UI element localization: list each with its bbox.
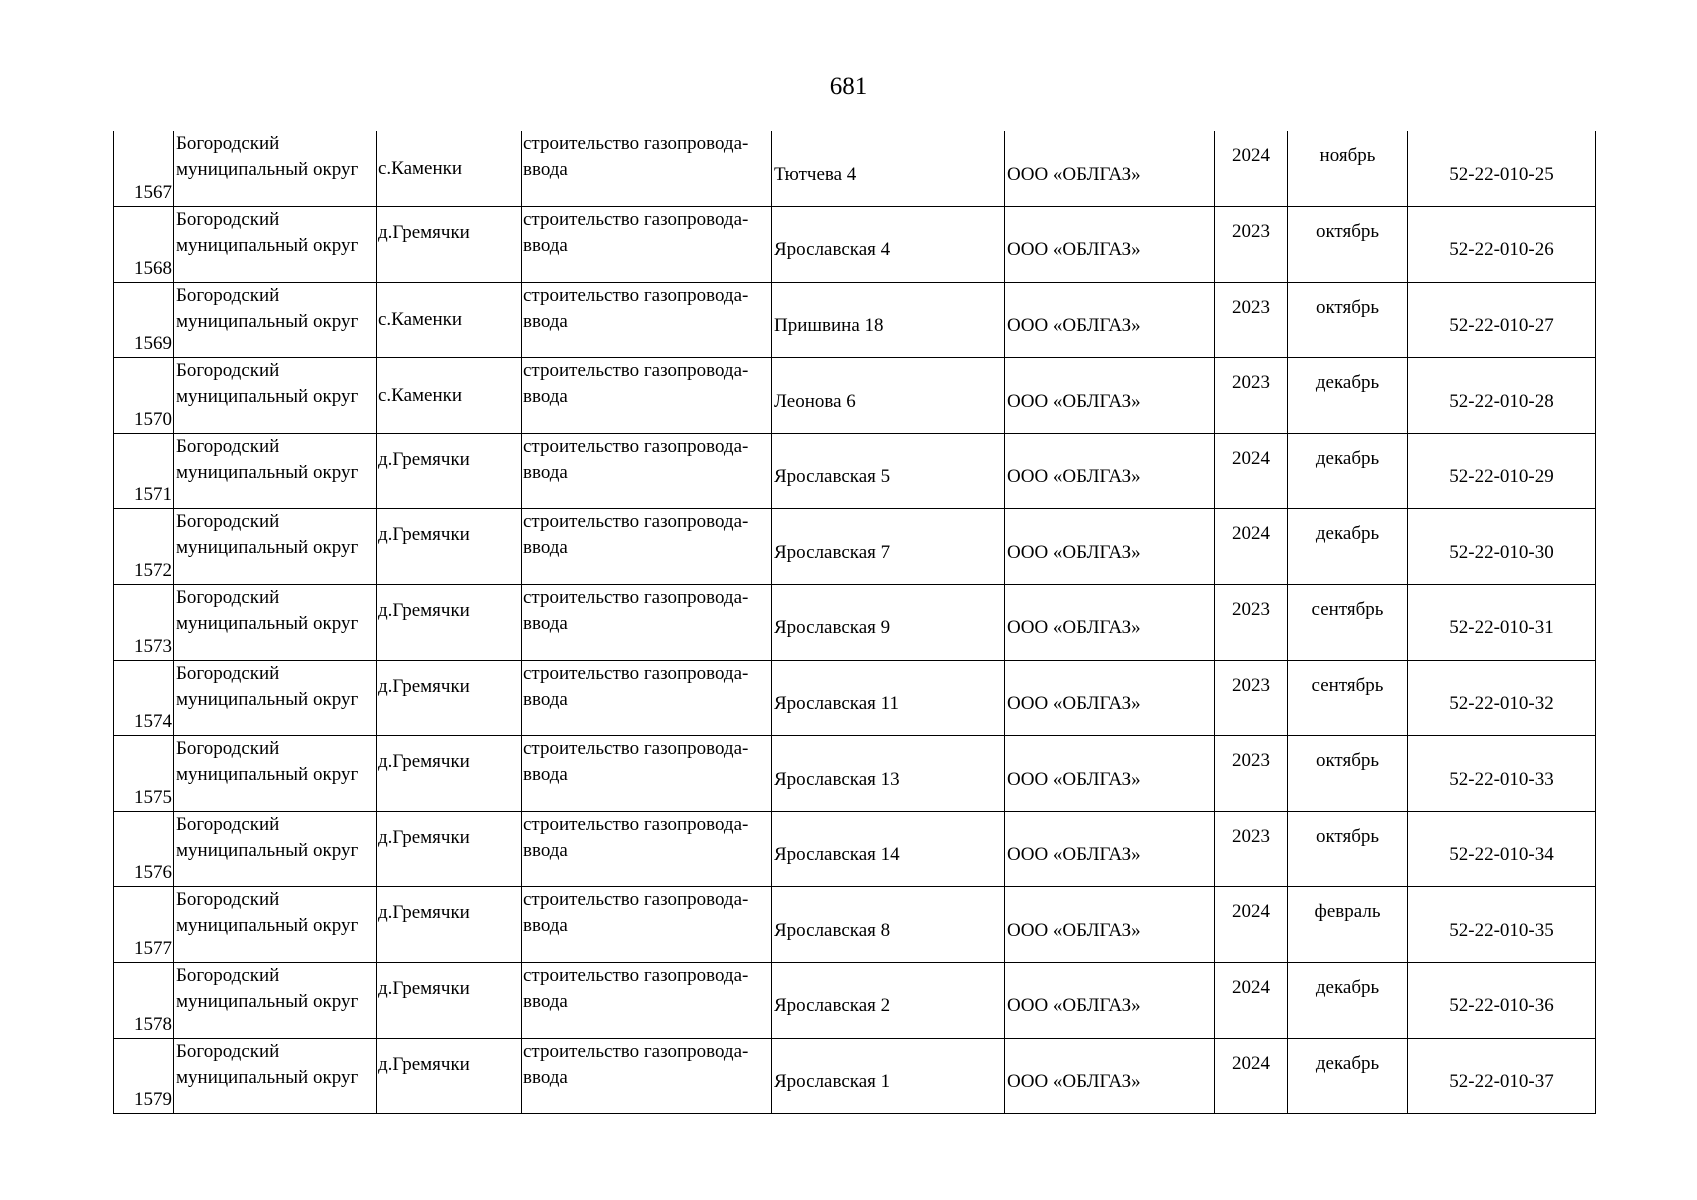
district-line: Богородский <box>176 209 280 231</box>
code-text: 52-22-010-27 <box>1449 314 1554 336</box>
district-cell <box>174 736 377 812</box>
work-type-cell <box>522 1038 772 1114</box>
district-line: муниципальный округ <box>176 386 359 408</box>
code-cell <box>1408 358 1596 434</box>
address-cell <box>772 585 1005 661</box>
address-cell <box>772 736 1005 812</box>
address-text: Ярославская 7 <box>774 541 891 563</box>
address-text: Ярославская 13 <box>774 768 900 790</box>
district-cell <box>174 358 377 434</box>
month-text: октябрь <box>1315 750 1380 772</box>
code-text: 52-22-010-30 <box>1449 541 1554 563</box>
month-cell <box>1288 1038 1408 1114</box>
work-type-line: ввода <box>523 688 568 710</box>
district-line: Богородский <box>176 587 280 609</box>
work-type-line: строительство газопровода- <box>523 360 749 382</box>
work-type-cell <box>522 660 772 736</box>
locality-text: д.Гремячки <box>378 448 470 470</box>
table-row <box>114 282 1596 358</box>
gas-pipeline-registry-table <box>113 131 1596 1114</box>
month-text: сентябрь <box>1311 674 1384 696</box>
district-line: муниципальный округ <box>176 537 359 559</box>
address-text: Ярославская 14 <box>774 844 900 866</box>
year-cell <box>1215 433 1288 509</box>
locality-text: д.Гремячки <box>378 978 470 1000</box>
address-text: Пришвина 18 <box>774 314 884 336</box>
month-cell <box>1288 660 1408 736</box>
table-row <box>114 509 1596 585</box>
year-cell <box>1215 811 1288 887</box>
address-text: Ярославская 4 <box>774 239 891 261</box>
year-text: 2024 <box>1232 977 1270 999</box>
address-text: Ярославская 2 <box>774 995 891 1017</box>
locality-cell <box>377 358 522 434</box>
organization-cell <box>1005 207 1215 283</box>
year-text: 2023 <box>1232 674 1270 696</box>
month-text: декабрь <box>1315 372 1380 394</box>
year-text: 2024 <box>1232 145 1270 166</box>
month-cell <box>1288 887 1408 963</box>
locality-cell <box>377 736 522 812</box>
locality-cell <box>377 585 522 661</box>
district-line: муниципальный округ <box>176 1066 359 1088</box>
month-cell <box>1288 131 1408 207</box>
organization-text: ООО «ОБЛГАЗ» <box>1007 919 1141 941</box>
address-text: Ярославская 8 <box>774 919 891 941</box>
row-number-cell: 1573 <box>114 585 174 661</box>
organization-cell <box>1005 660 1215 736</box>
work-type-line: строительство газопровода- <box>523 133 749 154</box>
organization-cell <box>1005 282 1215 358</box>
locality-cell <box>377 660 522 736</box>
locality-text: д.Гремячки <box>378 600 470 622</box>
address-cell <box>772 887 1005 963</box>
table-row <box>114 131 1596 207</box>
row-number-cell: 1579 <box>114 1038 174 1114</box>
locality-text: д.Гремячки <box>378 675 470 697</box>
code-cell <box>1408 660 1596 736</box>
address-cell <box>772 963 1005 1039</box>
year-text: 2024 <box>1232 1052 1270 1074</box>
organization-cell <box>1005 433 1215 509</box>
work-type-cell <box>522 358 772 434</box>
work-type-line: ввода <box>523 386 568 408</box>
address-text: Ярославская 11 <box>774 692 899 714</box>
organization-cell <box>1005 811 1215 887</box>
month-cell <box>1288 963 1408 1039</box>
locality-cell <box>377 963 522 1039</box>
district-line: Богородский <box>176 133 280 154</box>
organization-text: ООО «ОБЛГАЗ» <box>1007 617 1141 639</box>
year-cell <box>1215 963 1288 1039</box>
locality-text: д.Гремячки <box>378 222 470 244</box>
locality-text: с.Каменки <box>378 384 463 406</box>
address-cell <box>772 358 1005 434</box>
code-text: 52-22-010-32 <box>1449 692 1554 714</box>
district-cell <box>174 433 377 509</box>
district-line: Богородский <box>176 435 280 457</box>
work-type-line: ввода <box>523 991 568 1013</box>
row-number-cell: 1567 <box>114 131 174 207</box>
year-cell <box>1215 887 1288 963</box>
month-text: февраль <box>1314 901 1381 923</box>
work-type-cell <box>522 887 772 963</box>
district-line: муниципальный округ <box>176 310 359 332</box>
code-text: 52-22-010-33 <box>1449 768 1554 790</box>
work-type-line: строительство газопровода- <box>523 1040 749 1062</box>
locality-cell <box>377 811 522 887</box>
work-type-line: ввода <box>523 839 568 861</box>
address-cell <box>772 1038 1005 1114</box>
district-cell <box>174 282 377 358</box>
month-cell <box>1288 358 1408 434</box>
row-number-cell: 1574 <box>114 660 174 736</box>
district-line: Богородский <box>176 738 280 760</box>
table-row <box>114 736 1596 812</box>
work-type-cell <box>522 736 772 812</box>
work-type-line: ввода <box>523 613 568 635</box>
table-row <box>114 585 1596 661</box>
district-cell <box>174 887 377 963</box>
work-type-line: строительство газопровода- <box>523 889 749 911</box>
code-text: 52-22-010-37 <box>1449 1070 1554 1092</box>
year-cell <box>1215 207 1288 283</box>
district-line: муниципальный округ <box>176 461 359 483</box>
work-type-cell <box>522 131 772 207</box>
work-type-line: строительство газопровода- <box>523 511 749 533</box>
locality-text: д.Гремячки <box>378 524 470 546</box>
year-text: 2024 <box>1232 447 1270 469</box>
month-text: декабрь <box>1315 447 1380 469</box>
code-text: 52-22-010-36 <box>1449 995 1554 1017</box>
year-cell <box>1215 131 1288 207</box>
locality-cell <box>377 433 522 509</box>
code-cell <box>1408 585 1596 661</box>
code-text: 52-22-010-26 <box>1449 239 1554 261</box>
year-cell <box>1215 736 1288 812</box>
district-line: муниципальный округ <box>176 613 359 635</box>
organization-text: ООО «ОБЛГАЗ» <box>1007 844 1141 866</box>
locality-text: д.Гремячки <box>378 1053 470 1075</box>
address-text: Ярославская 1 <box>774 1070 891 1092</box>
code-cell <box>1408 811 1596 887</box>
month-cell <box>1288 736 1408 812</box>
page-number: 681 <box>829 73 868 100</box>
district-cell <box>174 207 377 283</box>
year-cell <box>1215 660 1288 736</box>
row-number-cell: 1571 <box>114 433 174 509</box>
organization-cell <box>1005 736 1215 812</box>
month-cell <box>1288 207 1408 283</box>
code-cell <box>1408 736 1596 812</box>
code-cell <box>1408 207 1596 283</box>
organization-cell <box>1005 509 1215 585</box>
table-row <box>114 963 1596 1039</box>
code-cell <box>1408 131 1596 207</box>
year-text: 2023 <box>1232 599 1270 621</box>
work-type-line: строительство газопровода- <box>523 738 749 760</box>
organization-text: ООО «ОБЛГАЗ» <box>1007 692 1141 714</box>
work-type-line: ввода <box>523 461 568 483</box>
organization-text: ООО «ОБЛГАЗ» <box>1007 995 1141 1017</box>
district-line: Богородский <box>176 1040 280 1062</box>
month-cell <box>1288 433 1408 509</box>
organization-cell <box>1005 358 1215 434</box>
row-number-cell: 1568 <box>114 207 174 283</box>
table-row <box>114 207 1596 283</box>
code-text: 52-22-010-28 <box>1449 390 1554 412</box>
locality-text: с.Каменки <box>378 157 463 179</box>
address-text: Ярославская 9 <box>774 617 891 639</box>
organization-text: ООО «ОБЛГАЗ» <box>1007 1070 1141 1092</box>
row-number-cell: 1575 <box>114 736 174 812</box>
district-line: Богородский <box>176 284 280 306</box>
month-cell <box>1288 282 1408 358</box>
organization-text: ООО «ОБЛГАЗ» <box>1007 163 1141 185</box>
code-text: 52-22-010-34 <box>1449 844 1554 866</box>
work-type-cell <box>522 811 772 887</box>
work-type-line: строительство газопровода- <box>523 662 749 684</box>
work-type-line: ввода <box>523 537 568 559</box>
work-type-cell <box>522 585 772 661</box>
month-text: октябрь <box>1315 296 1380 318</box>
work-type-cell <box>522 963 772 1039</box>
year-text: 2024 <box>1232 523 1270 545</box>
row-number-cell: 1576 <box>114 811 174 887</box>
district-line: Богородский <box>176 360 280 382</box>
district-line: муниципальный округ <box>176 991 359 1013</box>
code-text: 52-22-010-29 <box>1449 466 1554 488</box>
district-cell <box>174 1038 377 1114</box>
year-cell <box>1215 358 1288 434</box>
table-row <box>114 811 1596 887</box>
locality-cell <box>377 1038 522 1114</box>
district-line: Богородский <box>176 813 280 835</box>
locality-cell <box>377 282 522 358</box>
district-line: Богородский <box>176 965 280 987</box>
address-text: Тютчева 4 <box>774 163 857 185</box>
organization-cell <box>1005 963 1215 1039</box>
organization-cell <box>1005 131 1215 207</box>
month-text: сентябрь <box>1311 599 1384 621</box>
code-cell <box>1408 282 1596 358</box>
work-type-line: строительство газопровода- <box>523 813 749 835</box>
organization-text: ООО «ОБЛГАЗ» <box>1007 239 1141 261</box>
district-line: Богородский <box>176 889 280 911</box>
year-text: 2023 <box>1232 750 1270 772</box>
year-text: 2023 <box>1232 221 1270 243</box>
month-text: декабрь <box>1315 523 1380 545</box>
table-row <box>114 358 1596 434</box>
code-cell <box>1408 1038 1596 1114</box>
district-cell <box>174 585 377 661</box>
address-cell <box>772 509 1005 585</box>
table-row <box>114 1038 1596 1114</box>
table-body <box>114 131 1596 1114</box>
month-text: декабрь <box>1315 1052 1380 1074</box>
work-type-cell <box>522 282 772 358</box>
locality-text: д.Гремячки <box>378 826 470 848</box>
code-cell <box>1408 963 1596 1039</box>
organization-text: ООО «ОБЛГАЗ» <box>1007 390 1141 412</box>
year-cell <box>1215 509 1288 585</box>
organization-cell <box>1005 1038 1215 1114</box>
work-type-line: строительство газопровода- <box>523 435 749 457</box>
address-text: Ярославская 5 <box>774 466 891 488</box>
district-cell <box>174 509 377 585</box>
district-line: Богородский <box>176 662 280 684</box>
year-text: 2023 <box>1232 372 1270 394</box>
work-type-line: ввода <box>523 1066 568 1088</box>
table-row <box>114 887 1596 963</box>
address-cell <box>772 811 1005 887</box>
district-line: муниципальный округ <box>176 235 359 257</box>
district-cell <box>174 131 377 207</box>
code-text: 52-22-010-31 <box>1449 617 1554 639</box>
work-type-cell <box>522 433 772 509</box>
address-cell <box>772 131 1005 207</box>
code-cell <box>1408 887 1596 963</box>
work-type-line: строительство газопровода- <box>523 209 749 231</box>
month-text: октябрь <box>1315 825 1380 847</box>
address-cell <box>772 207 1005 283</box>
address-cell <box>772 282 1005 358</box>
month-cell <box>1288 585 1408 661</box>
month-text: октябрь <box>1315 221 1380 243</box>
organization-text: ООО «ОБЛГАЗ» <box>1007 541 1141 563</box>
work-type-line: ввода <box>523 915 568 937</box>
code-cell <box>1408 509 1596 585</box>
district-cell <box>174 963 377 1039</box>
row-number-cell: 1570 <box>114 358 174 434</box>
work-type-line: строительство газопровода- <box>523 284 749 306</box>
row-number-cell: 1577 <box>114 887 174 963</box>
locality-cell <box>377 207 522 283</box>
district-cell <box>174 811 377 887</box>
work-type-line: ввода <box>523 159 568 180</box>
organization-text: ООО «ОБЛГАЗ» <box>1007 768 1141 790</box>
locality-cell <box>377 887 522 963</box>
code-text: 52-22-010-35 <box>1449 919 1554 941</box>
work-type-cell <box>522 207 772 283</box>
district-line: муниципальный округ <box>176 688 359 710</box>
locality-text: д.Гремячки <box>378 902 470 924</box>
work-type-line: строительство газопровода- <box>523 587 749 609</box>
code-text: 52-22-010-25 <box>1449 163 1554 185</box>
row-number-cell: 1572 <box>114 509 174 585</box>
organization-cell <box>1005 585 1215 661</box>
organization-text: ООО «ОБЛГАЗ» <box>1007 466 1141 488</box>
year-text: 2023 <box>1232 825 1270 847</box>
table-row <box>114 433 1596 509</box>
year-cell <box>1215 585 1288 661</box>
work-type-line: ввода <box>523 764 568 786</box>
address-cell <box>772 433 1005 509</box>
work-type-line: ввода <box>523 310 568 332</box>
locality-text: д.Гремячки <box>378 751 470 773</box>
code-cell <box>1408 433 1596 509</box>
work-type-line: ввода <box>523 235 568 257</box>
address-text: Леонова 6 <box>774 390 856 412</box>
month-cell <box>1288 509 1408 585</box>
year-cell <box>1215 1038 1288 1114</box>
district-line: муниципальный округ <box>176 915 359 937</box>
year-text: 2023 <box>1232 296 1270 318</box>
district-line: муниципальный округ <box>176 764 359 786</box>
month-text: ноябрь <box>1319 145 1376 166</box>
table-row <box>114 660 1596 736</box>
address-cell <box>772 660 1005 736</box>
row-number-cell: 1569 <box>114 282 174 358</box>
district-line: муниципальный округ <box>176 159 359 180</box>
work-type-cell <box>522 509 772 585</box>
locality-cell <box>377 509 522 585</box>
work-type-line: строительство газопровода- <box>523 965 749 987</box>
district-line: муниципальный округ <box>176 839 359 861</box>
year-cell <box>1215 282 1288 358</box>
year-text: 2024 <box>1232 901 1270 923</box>
district-line: Богородский <box>176 511 280 533</box>
locality-text: с.Каменки <box>378 308 463 330</box>
month-cell <box>1288 811 1408 887</box>
organization-text: ООО «ОБЛГАЗ» <box>1007 314 1141 336</box>
locality-cell <box>377 131 522 207</box>
district-cell <box>174 660 377 736</box>
row-number-cell: 1578 <box>114 963 174 1039</box>
month-text: декабрь <box>1315 977 1380 999</box>
organization-cell <box>1005 887 1215 963</box>
